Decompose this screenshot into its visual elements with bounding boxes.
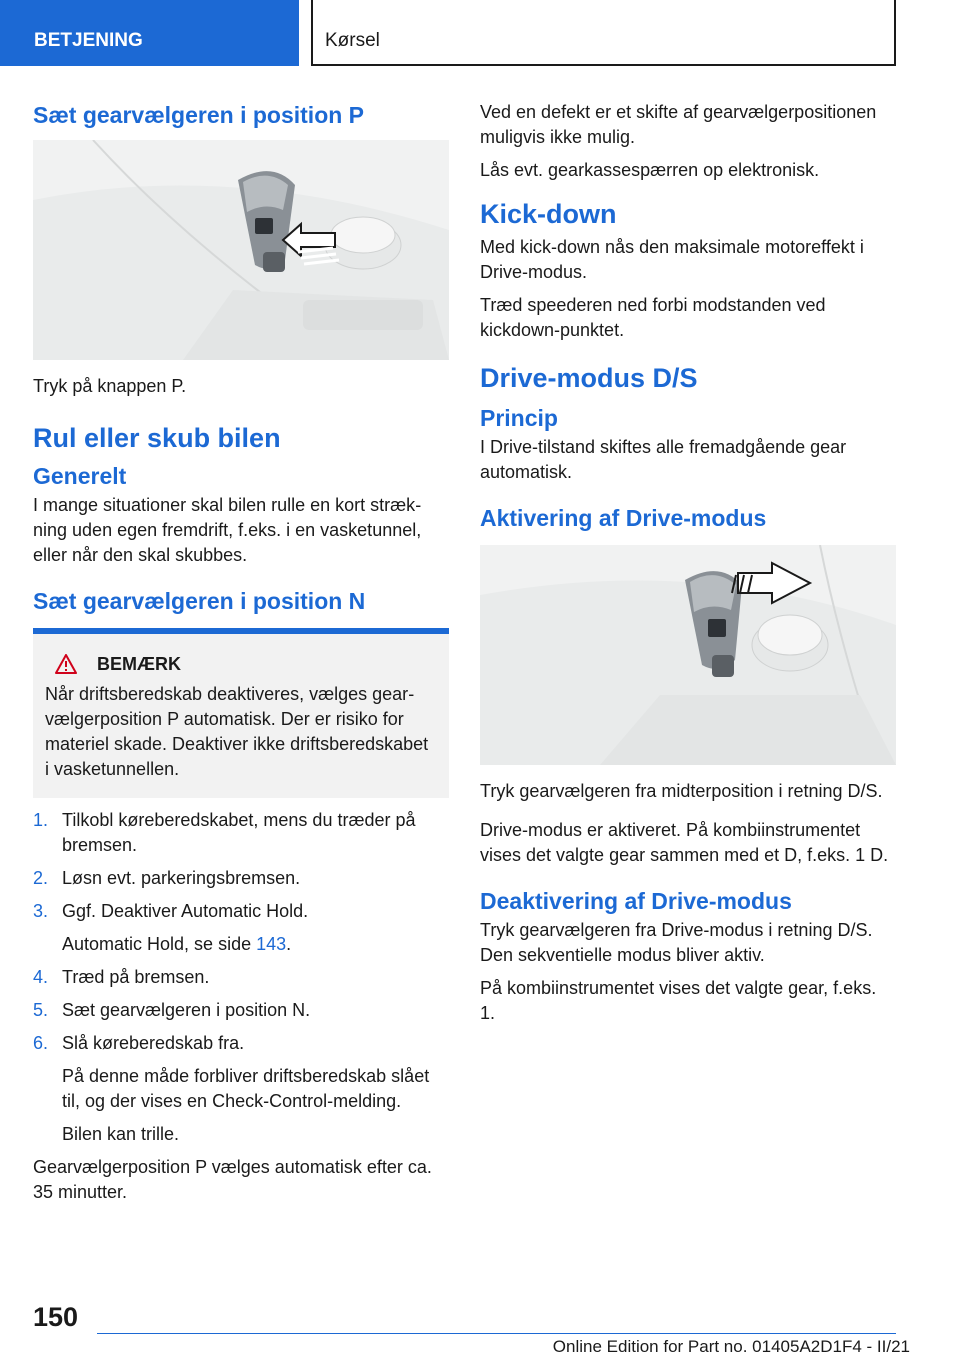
list-item — [33, 998, 449, 1023]
step-text: Træd på bremsen. — [62, 967, 210, 987]
edition-footer: Online Edition for Part no. 01405A2D1F4 - II/21 — [552, 1337, 910, 1356]
gear-selector-p-illustration — [33, 140, 449, 360]
step-note-text: Automatic Hold, se side — [62, 934, 257, 954]
press-p-text: Tryk på knappen P. — [33, 376, 187, 396]
chapter-title: Kørsel — [311, 0, 896, 66]
heading-general: Generelt — [33, 463, 127, 489]
step-text: Sæt gearvælgeren i position N. — [62, 1000, 311, 1020]
list-item — [33, 866, 449, 891]
principle-text: I Drive-tilstand skiftes alle fremadgående gear automatisk. — [480, 437, 847, 482]
step-note-suffix: . — [286, 934, 292, 954]
heading-deactivate-drive: Deaktivering af Drive-modus — [480, 888, 792, 914]
heading-roll-push: Rul eller skub bilen — [33, 423, 281, 453]
step-text: Ggf. Deaktiver Automatic Hold. — [62, 901, 309, 921]
step-note — [62, 932, 449, 957]
step-text: Tilkobl køreberedskabet, mens du træder på bremsen. — [62, 810, 416, 855]
steps-list — [33, 808, 449, 1147]
step-number: 1. — [33, 810, 49, 830]
activate-text-1: Tryk gearvælgeren fra midterposition i retning D/S. — [480, 781, 883, 801]
heading-principle: Princip — [480, 405, 558, 431]
heading-kick-down: Kick-down — [480, 199, 617, 229]
heading-neutral-position: Sæt gearvælgeren i position N — [33, 588, 366, 614]
footer-divider — [97, 1333, 896, 1334]
deactivate-text-1: Tryk gearvælgeren fra Drive-modus i retning D/S. Den sekventielle modus bliver aktiv. — [480, 920, 873, 965]
general-text: I mange situationer skal bilen rulle en kort strækning uden egen fremdrift, f.eks. i en vasketunnel, eller når den skal skubbes. — [33, 495, 422, 565]
heading-park-position: Sæt gearvælgeren i position P — [33, 102, 365, 128]
step-note: På denne måde forbliver driftsberedskab slået til, og der vises en Check-Control-melding. — [62, 1066, 430, 1111]
step-number: 5. — [33, 1000, 49, 1020]
list-item — [33, 1031, 449, 1147]
step-number: 4. — [33, 967, 49, 987]
step-text: Løsn evt. parkeringsbremsen. — [62, 868, 301, 888]
notice-title-label: BEMÆRK — [97, 654, 181, 674]
gear-selector-ds-illustration — [480, 545, 896, 765]
step-number: 3. — [33, 901, 49, 921]
heading-drive-mode: Drive-modus D/S — [480, 363, 698, 393]
notice-box — [33, 628, 449, 798]
step-text: Slå køreberedskab fra. — [62, 1033, 245, 1053]
right-column — [480, 100, 896, 1034]
list-item — [33, 808, 449, 858]
defect-text: Ved en defekt er et skifte af gearvælgerpositionen muligvis ikke mulig. — [480, 102, 877, 147]
auto-park-text: Gearvælgerposition P vælges automatisk efter ca. 35 minutter. — [33, 1157, 432, 1202]
page-link-143[interactable]: 143 — [256, 934, 287, 954]
kick-down-text-1: Med kick-down nås den maksimale motoreffekt i Drive-modus. — [480, 237, 864, 282]
step-number: 2. — [33, 868, 49, 888]
activate-text-2: Drive-modus er aktiveret. På kombiinstrumentet vises det valgte gear sammen med et D, f.eks. 1 D. — [480, 820, 889, 865]
notice-title — [45, 652, 437, 676]
deactivate-text-2: På kombiinstrumentet vises det valgte gear, f.eks. 1. — [480, 978, 877, 1023]
unlock-text: Lås evt. gearkassespærren op elektronisk. — [480, 160, 820, 180]
list-item — [33, 899, 449, 957]
warning-icon — [55, 654, 77, 674]
kick-down-text-2: Træd speederen ned forbi modstanden ved kickdown-punktet. — [480, 295, 826, 340]
page-header — [0, 0, 960, 66]
list-item — [33, 965, 449, 990]
step-number: 6. — [33, 1033, 49, 1053]
left-column — [33, 100, 449, 1213]
heading-activate-drive: Aktivering af Drive-modus — [480, 505, 767, 531]
section-title: BETJENING — [0, 0, 299, 66]
step-note: Bilen kan trille. — [62, 1124, 180, 1144]
page-number: 150 — [33, 1302, 79, 1332]
notice-text: Når driftsberedskab deaktiveres, vælges gearvælgerposition P automatisk. Der er risiko for materiel skade. Deaktiver ikke driftsberedskabet i vasketunnellen. — [45, 684, 429, 779]
